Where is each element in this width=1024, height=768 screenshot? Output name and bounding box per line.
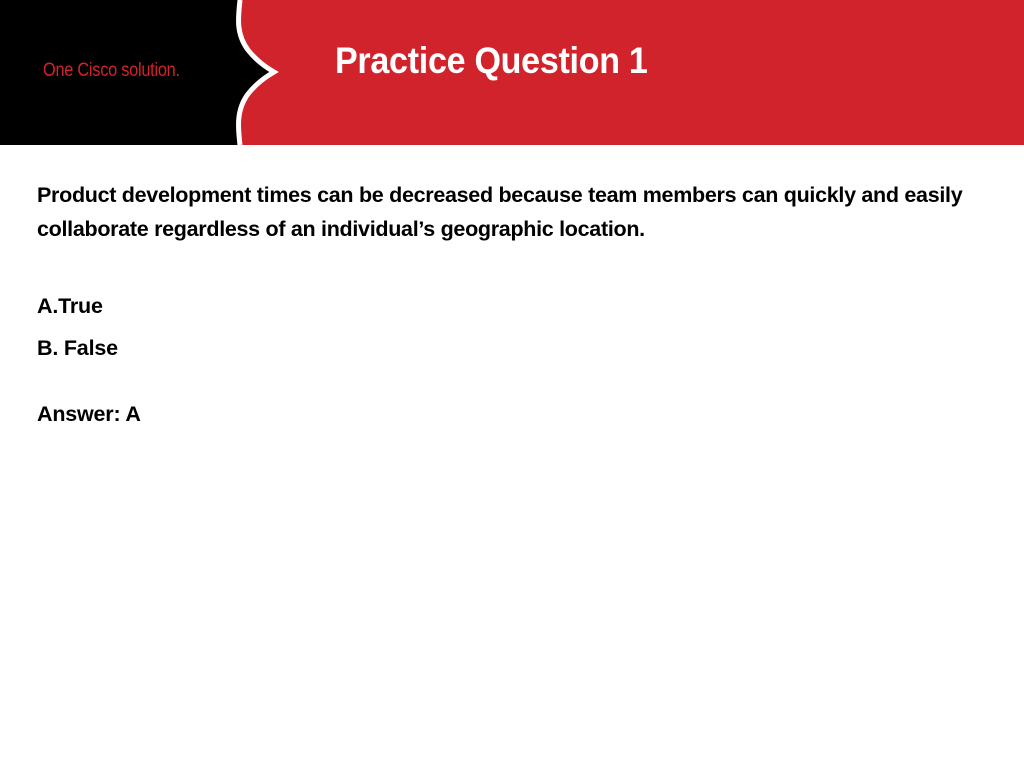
question-content <box>37 178 997 431</box>
slide-header <box>0 0 1024 145</box>
curly-brace-divider <box>228 0 288 145</box>
tagline: One Cisco solution. <box>43 60 180 81</box>
answer-options <box>37 289 997 365</box>
page-title: Practice Question 1 <box>335 40 648 81</box>
answer-text: Answer: A <box>37 402 141 426</box>
option-a: A.True <box>37 294 103 318</box>
question-text: Product development times can be decreased because team members can quickly and easily collaborate regardless of an individual’s geographic location. <box>37 183 963 241</box>
option-b: B. False <box>37 336 118 360</box>
